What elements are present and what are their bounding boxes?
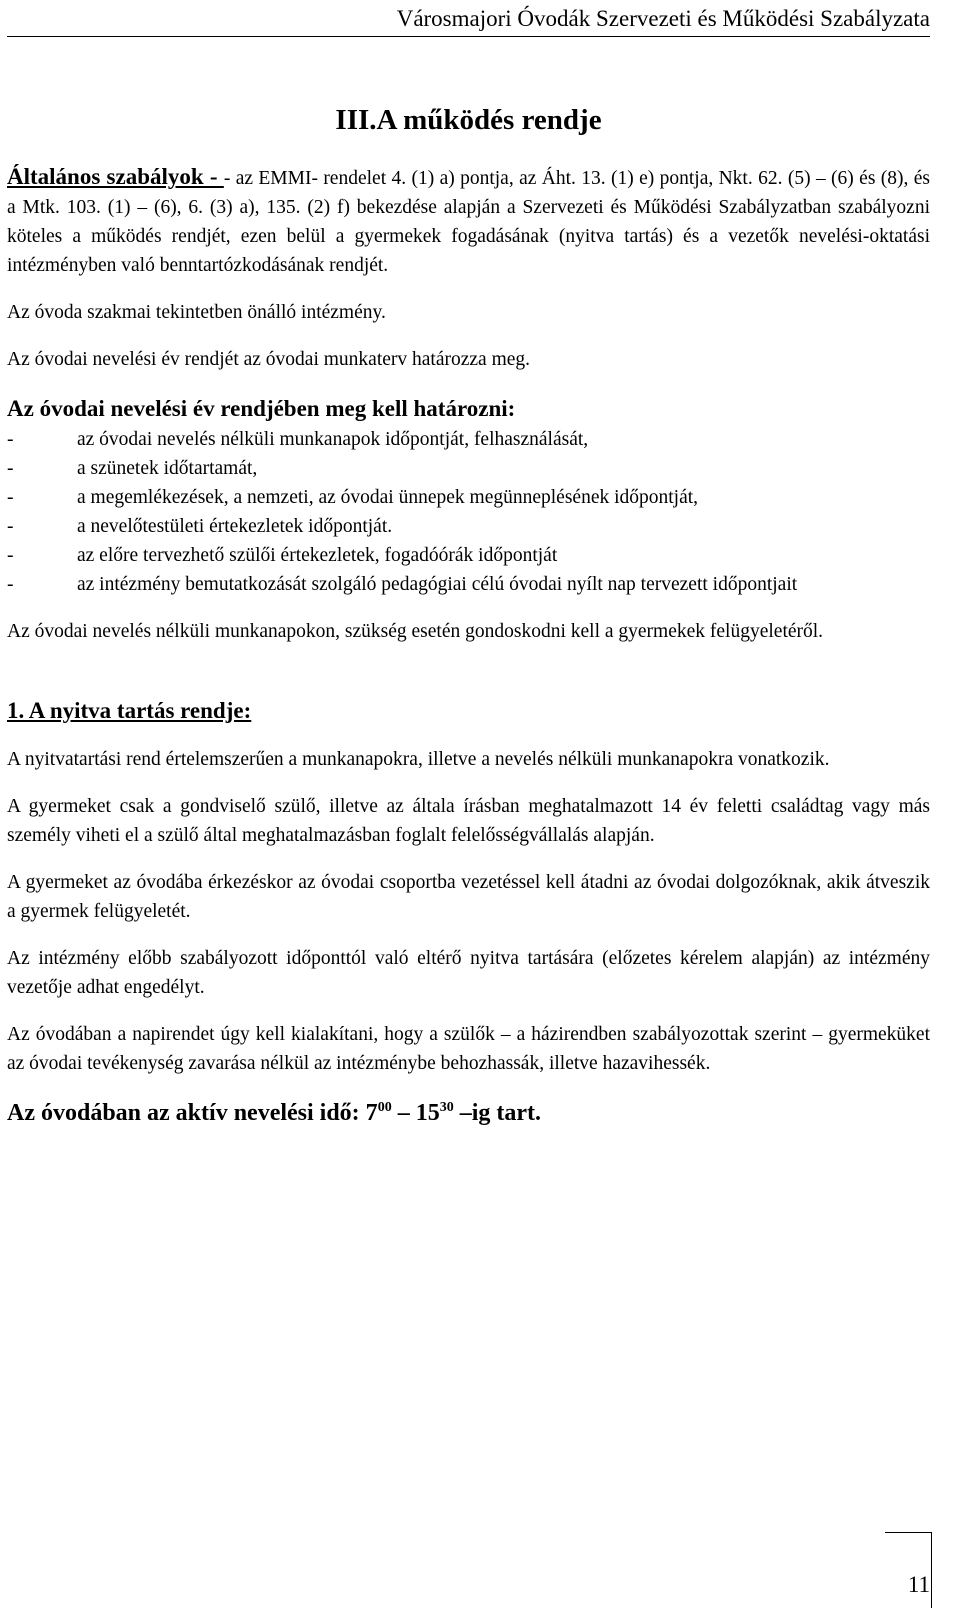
list-item: - a nevelőtestületi értekezletek időpontját.	[7, 512, 930, 541]
footer-rule-vertical	[931, 1532, 932, 1608]
section-paragraph-2: A gyermeket csak a gondviselő szülő, illetve az általa írásban meghatalmazott 14 év feletti családtag vagy más személy viheti el a szülő által meghatalmazásban foglalt felelősségvállalás alapján.	[7, 796, 930, 846]
running-header: Városmajori Óvodák Szervezeti és Működési Szabályzata	[396, 6, 930, 31]
list-item: - a megemlékezések, a nemzeti, az óvodai ünnepek megünneplésének időpontját,	[7, 483, 930, 512]
chapter-title: III.A működés rendje	[335, 104, 602, 136]
list-item: - az előre tervezhető szülői értekezletek, fogadóórák időpontját	[7, 541, 930, 570]
section-paragraph-1: A nyitvatartási rend értelemszerűen a munkanapokra, illetve a nevelés nélküli munkanapokra vonatkozik.	[7, 749, 830, 770]
section-paragraph-5: Az óvodában a napirendet úgy kell kialakítani, hogy a szülők – a házirendben szabályozottak szerint – gyermeküket az óvodai tevékenység zavarása nélkül az intézménybe behozhassák, illetve hazavihessék.	[7, 1024, 930, 1074]
list-item: - az óvodai nevelés nélküli munkanapok időpontját, felhasználását,	[7, 425, 930, 454]
general-rules-text: - az EMMI- rendelet 4. (1) a) pontja, az Áht. 13. (1) e) pontja, Nkt. 62. (5) – (6) és (8), és a Mtk. 103. (1) – (6), 6. (3) a), 135. (2) f) bekezdése alapján a Szervezeti és Működési Szabályzatban szabályozni köteles a működés rendjét, ezen belül a gyermekek fogadásának (nyitva tartás) és a vezetők nevelési-oktatási intézményben való benntartózkodásának rendjét.	[7, 168, 931, 276]
page-content	[7, 100, 930, 1130]
year-list	[7, 425, 930, 599]
list-heading: Az óvodai nevelési év rendjében meg kell határozni:	[7, 396, 516, 421]
list-marker: -	[7, 458, 14, 479]
list-item: - az intézmény bemutatkozását szolgáló pedagógiai célú óvodai nyílt nap tervezett időpontjait	[7, 570, 930, 599]
active-time-statement: Az óvodában az aktív nevelési idő: $7^{00} - 15^{30}$ –ig tart.	[7, 1100, 541, 1126]
section-heading: 1. A nyitva tartás rendje:	[7, 698, 252, 723]
general-rules-label: Általános szabályok -	[7, 164, 224, 189]
page-number: 11	[907, 1572, 930, 1597]
footer-rule-horizontal	[885, 1532, 932, 1533]
list-marker: -	[7, 545, 14, 566]
general-rules-paragraph	[7, 162, 930, 280]
paragraph-nonwork: Az óvodai nevelés nélküli munkanapokon, szükség esetén gondoskodni kell a gyermekek felügyeletéről.	[7, 621, 824, 642]
list-marker: -	[7, 574, 14, 595]
list-item: - a szünetek időtartamát,	[7, 454, 930, 483]
list-marker: -	[7, 516, 14, 537]
paragraph-year: Az óvodai nevelési év rendjét az óvodai munkaterv határozza meg.	[7, 349, 531, 370]
start-minutes: 00	[377, 1100, 392, 1115]
section-paragraph-4: Az intézmény előbb szabályozott időponttól való eltérő nyitva tartására (előzetes kérelem alapján) az intézmény vezetője adhat engedélyt.	[7, 948, 930, 998]
end-minutes: 30	[439, 1100, 454, 1115]
list-marker: -	[7, 487, 14, 508]
paragraph-self: Az óvoda szakmai tekintetben önálló intézmény.	[7, 302, 386, 323]
section-paragraph-3: A gyermeket az óvodába érkezéskor az óvodai csoportba vezetéssel kell átadni az óvodai dolgozóknak, akik átveszik a gyermek felügyeletét.	[7, 872, 930, 922]
header-rule	[7, 36, 930, 37]
list-marker: -	[7, 429, 14, 450]
